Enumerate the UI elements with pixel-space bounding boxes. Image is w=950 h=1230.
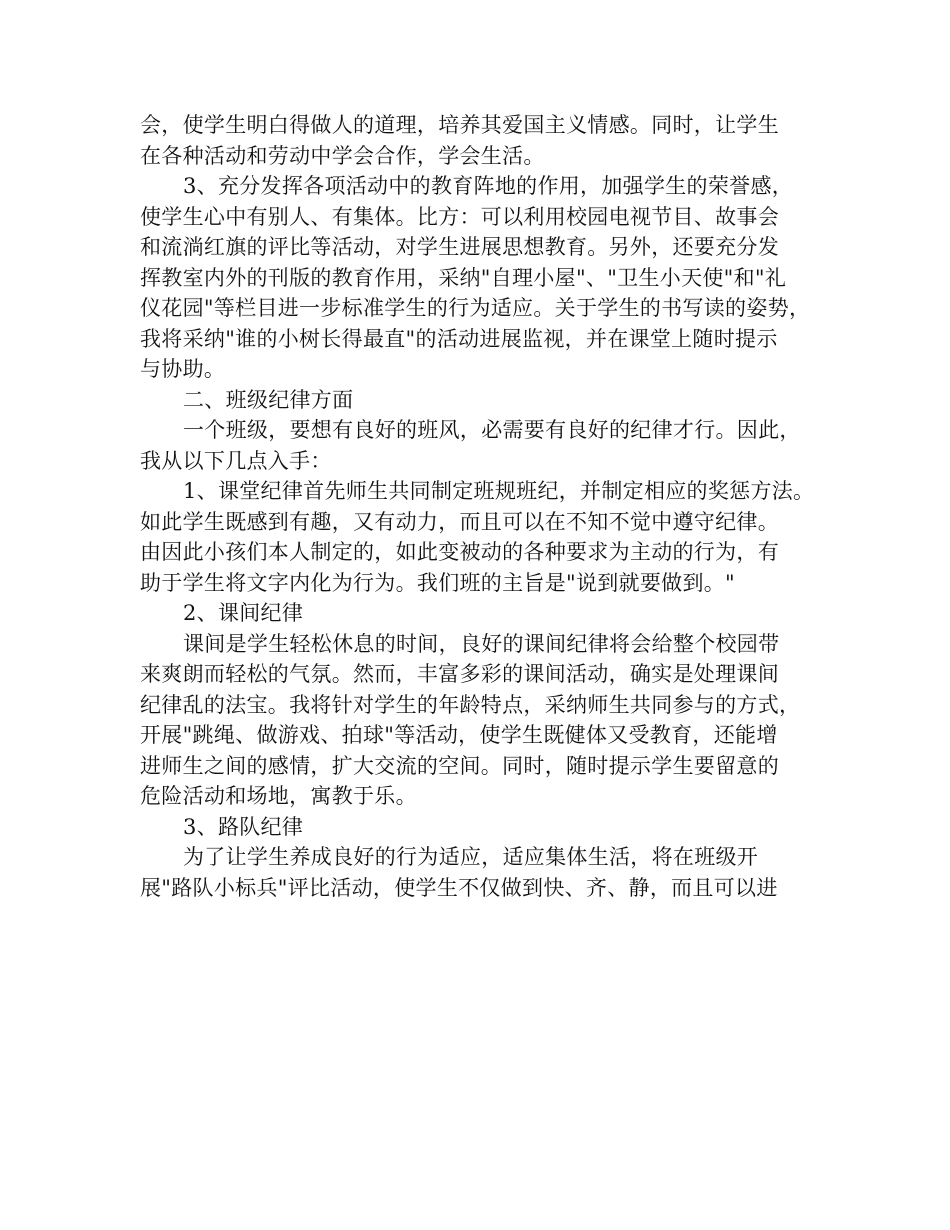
text-line: 在各种活动和劳动中学会合作，学会生活。 — [140, 143, 545, 168]
text-line: 使学生心中有别人、有集体。比方：可以利用校园电视节目、故事会 — [140, 204, 779, 229]
text-line: 我将采纳"谁的小树长得最直"的活动进展监视，并在课堂上随时提示 — [140, 326, 778, 351]
text-line: 和流淌红旗的评比等活动，对学生进展思想教育。另外，还要充分发 — [140, 235, 779, 259]
text-line: 危险活动和场地，寓教于乐。 — [140, 784, 417, 808]
text-line: 纪律乱的法宝。我将针对学生的年龄特点，采纳师生共同参与的方式， — [140, 692, 801, 717]
text-line: 助于学生将文字内化为行为。我们班的主旨是"说到就要做到。" — [140, 570, 736, 595]
text-line: 仪花园"等栏目进一步标准学生的行为适应。关于学生的书写读的姿势， — [140, 296, 811, 320]
text-line: 会，使学生明白得做人的道理，培养其爱国主义情感。同时，让学生 — [140, 113, 779, 137]
text-line: 进师生之间的感情，扩大交流的空间。同时，随时提示学生要留意的 — [140, 753, 779, 778]
text-line: 3、充分发挥各项活动中的教育阵地的作用，加强学生的荣誉感， — [183, 174, 794, 198]
text-line: 课间是学生轻松休息的时间，良好的课间纪律将会给整个校园带 — [183, 631, 780, 656]
text-line: 为了让学生养成良好的行为适应，适应集体生活，将在班级开 — [183, 845, 759, 869]
text-line: 挥教室内外的刊版的教育作用，采纳"自理小屋"、"卫生小天使"和"礼 — [140, 265, 787, 290]
text-line: 1、课堂纪律首先师生共同制定班规班纪，并制定相应的奖惩方法。 — [183, 479, 815, 503]
text-line: 我从以下几点入手： — [140, 448, 332, 473]
text-line: 3、路队纪律 — [183, 814, 304, 839]
text-line: 2、课间纪律 — [183, 601, 304, 625]
text-line: 一个班级，要想有良好的班风，必需要有良好的纪律才行。因此， — [183, 418, 801, 442]
text-line: 二、班级纪律方面 — [183, 387, 354, 412]
text-line: 开展"跳绳、做游戏、拍球"等活动，使学生既健体又受教育，还能增 — [140, 723, 778, 747]
text-line: 由因此小孩们本人制定的，如此变被动的各种要求为主动的行为，有 — [140, 540, 779, 564]
text-line: 如此学生既感到有趣，又有动力，而且可以在不知不觉中遵守纪律。 — [140, 509, 779, 534]
text-line: 展"路队小标兵"评比活动，使学生不仅做到快、齐、静，而且可以进 — [140, 875, 778, 900]
text-line: 来爽朗而轻松的气氛。然而，丰富多彩的课间活动，确实是处理课间 — [140, 662, 779, 686]
text-line: 与协助。 — [140, 357, 226, 381]
document-body — [140, 110, 840, 903]
